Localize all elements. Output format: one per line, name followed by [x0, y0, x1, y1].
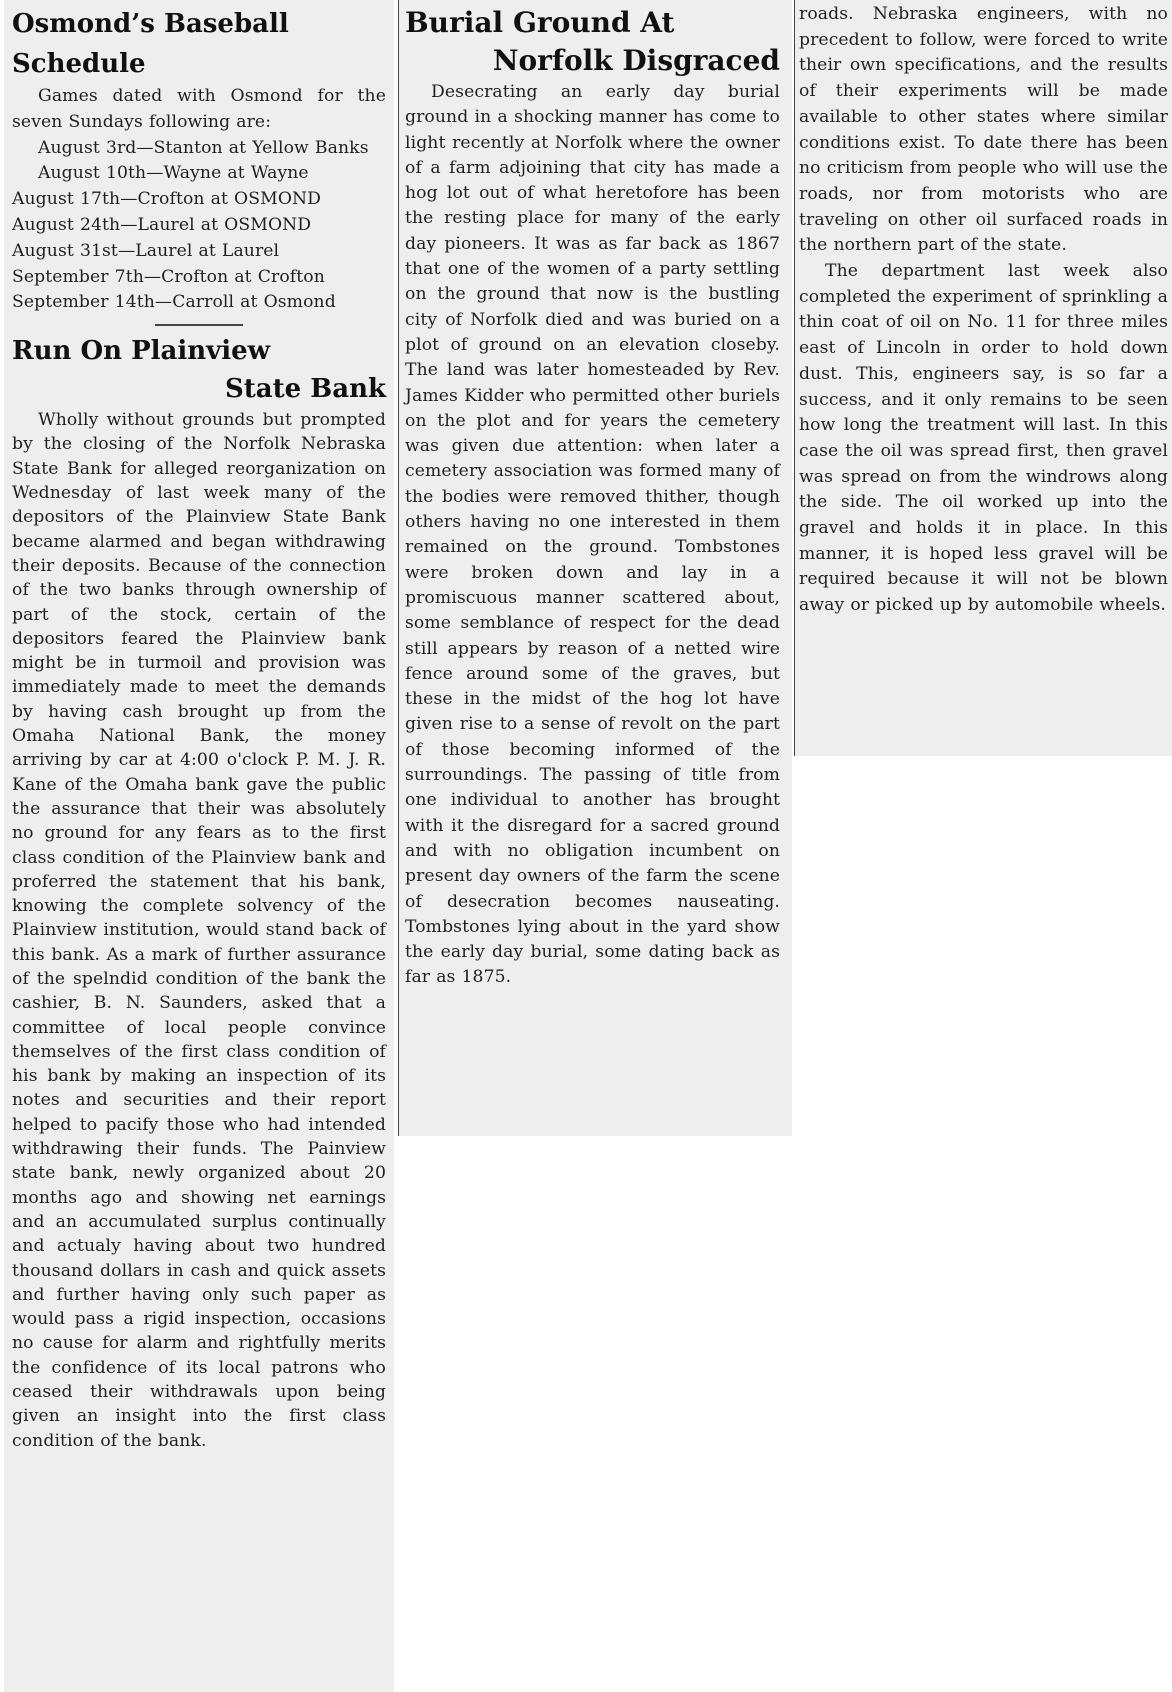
burial-headline-line1: Burial Ground At [405, 6, 675, 39]
schedule-item: August 10th—Wayne at Wayne [38, 163, 309, 184]
bank-body: Wholly without grounds but prompted by the closing of the Norfolk Nebraska State Bank for alleged reorganization on Wednesday of last week many of the depositors of the Plainview State Bank became alarmed and began withdrawing their deposits. Because of the connection of the two banks through ownership of part of the stock, certain of the depositors feared the Plainview bank might be in turmoil and provision was immediately made to meet the demands by having cash brought up from the Omaha National Bank, the money arriving by car at 4:00 o'clock P. M. J. R. Kane of the Omaha bank gave the public the assurance that their was absolutely no ground for any fears as to the first class condition of the Plainview bank and proferred the statement that his bank, knowing the complete solvency of the Plainview institution, would stand back of this bank. As a mark of further assurance of the spelndid condition of the bank the cashier, B. N. Saunders, asked that a committee of local people convince themselves of the first class condition of his bank by making an inspection of its notes and securities and their report helped to pacify those who had intended withdrawing their funds. The Painview state bank, newly organized about 20 months ago and showing net earnings and an accumulated surplus continually and actualy having about two hundred thousand dollars in cash and quick assets and further having only such paper as would pass a rigid inspection, occasions no cause for alarm and rightfully merits the confidence of its local patrons who ceased their withdrawals upon being given an insight into the first class condition of the bank. [12, 410, 386, 1451]
schedule-item: August 17th—Crofton at OSMOND [12, 189, 322, 210]
column-3 [794, 0, 1172, 756]
baseball-headline: Osmond’s Baseball Schedule [12, 9, 289, 79]
schedule-item: September 7th—Crofton at Crofton [12, 266, 325, 287]
burial-headline-line2: Norfolk Disgraced [492, 44, 780, 77]
baseball-intro: Games dated with Osmond for the seven Sundays following are: [12, 86, 386, 132]
schedule-item: August 3rd—Stanton at Yellow Banks [38, 137, 369, 158]
schedule-list [12, 136, 386, 317]
roads-paragraph-2: The department last week also completed the experiment of sprinkling a thin coat of oil on No. 11 for three miles east of Lincoln in order to hold down dust. This, engineers say, is so far a success, and it only remains to be seen how long the treatment will last. In this case the oil was spread first, then gravel was spread on from the windrows along the side. The oil worked up into the gravel and holds it in place. In this manner, it is hoped less gravel will be required because it will not be blown away or picked up by automobile wheels. [799, 261, 1168, 616]
column-2 [398, 0, 792, 1136]
burial-body: Desecrating an early day burial ground in a shocking manner has come to light recently at Norfolk where the owner of a farm adjoining that city has made a hog lot out of what heretofore has been the resting place for many of the early day pioneers. It was as far back as 1867 that one of the women of a party settling on the ground that now is the bustling city of Norfolk died and was buried on a plot of ground on an elevation closeby. The land was later homesteaded by Rev. James Kidder who permitted other buriels on the plot and for years the cemetery was given due attention: when later a cemetery association was formed many of the bodies were removed thither, though others having no one interested in them remained on the ground. Tombstones were broken down and lay in a promiscuous manner scattered about, some semblance of respect for the dead still appears by reason of a netted wire fence around some of the graves, but these in the midst of the hog lot have given rise to a sense of revolt on the part of those becoming informed of the surroundings. The passing of title from one individual to another has brought with it the disregard for a sacred ground and with no obligation incumbent on present day owners of the farm the scene of desecration becomes nauseating. Tombstones lying about in the yard show the early day burial, some dating back as far as 1875. [405, 82, 780, 988]
column-1 [4, 0, 394, 1692]
schedule-item: August 24th—Laurel at OSMOND [12, 214, 312, 235]
bank-headline-line1: Run On Plainview [12, 336, 271, 367]
article-divider [155, 324, 243, 326]
bank-headline-line2: State Bank [225, 374, 386, 405]
roads-paragraph-1: roads. Nebraska engineers, with no precedent to follow, were forced to write their own specifications, and the results of their experiments will be made available to other states where similar conditions exist. To date there has been no criticism from people who will use the roads, nor from motorists who are traveling on other oil surfaced roads in the northern part of the state. [799, 4, 1168, 256]
schedule-item: August 31st—Laurel at Laurel [12, 240, 280, 261]
schedule-item: September 14th—Carroll at Osmond [12, 292, 336, 313]
